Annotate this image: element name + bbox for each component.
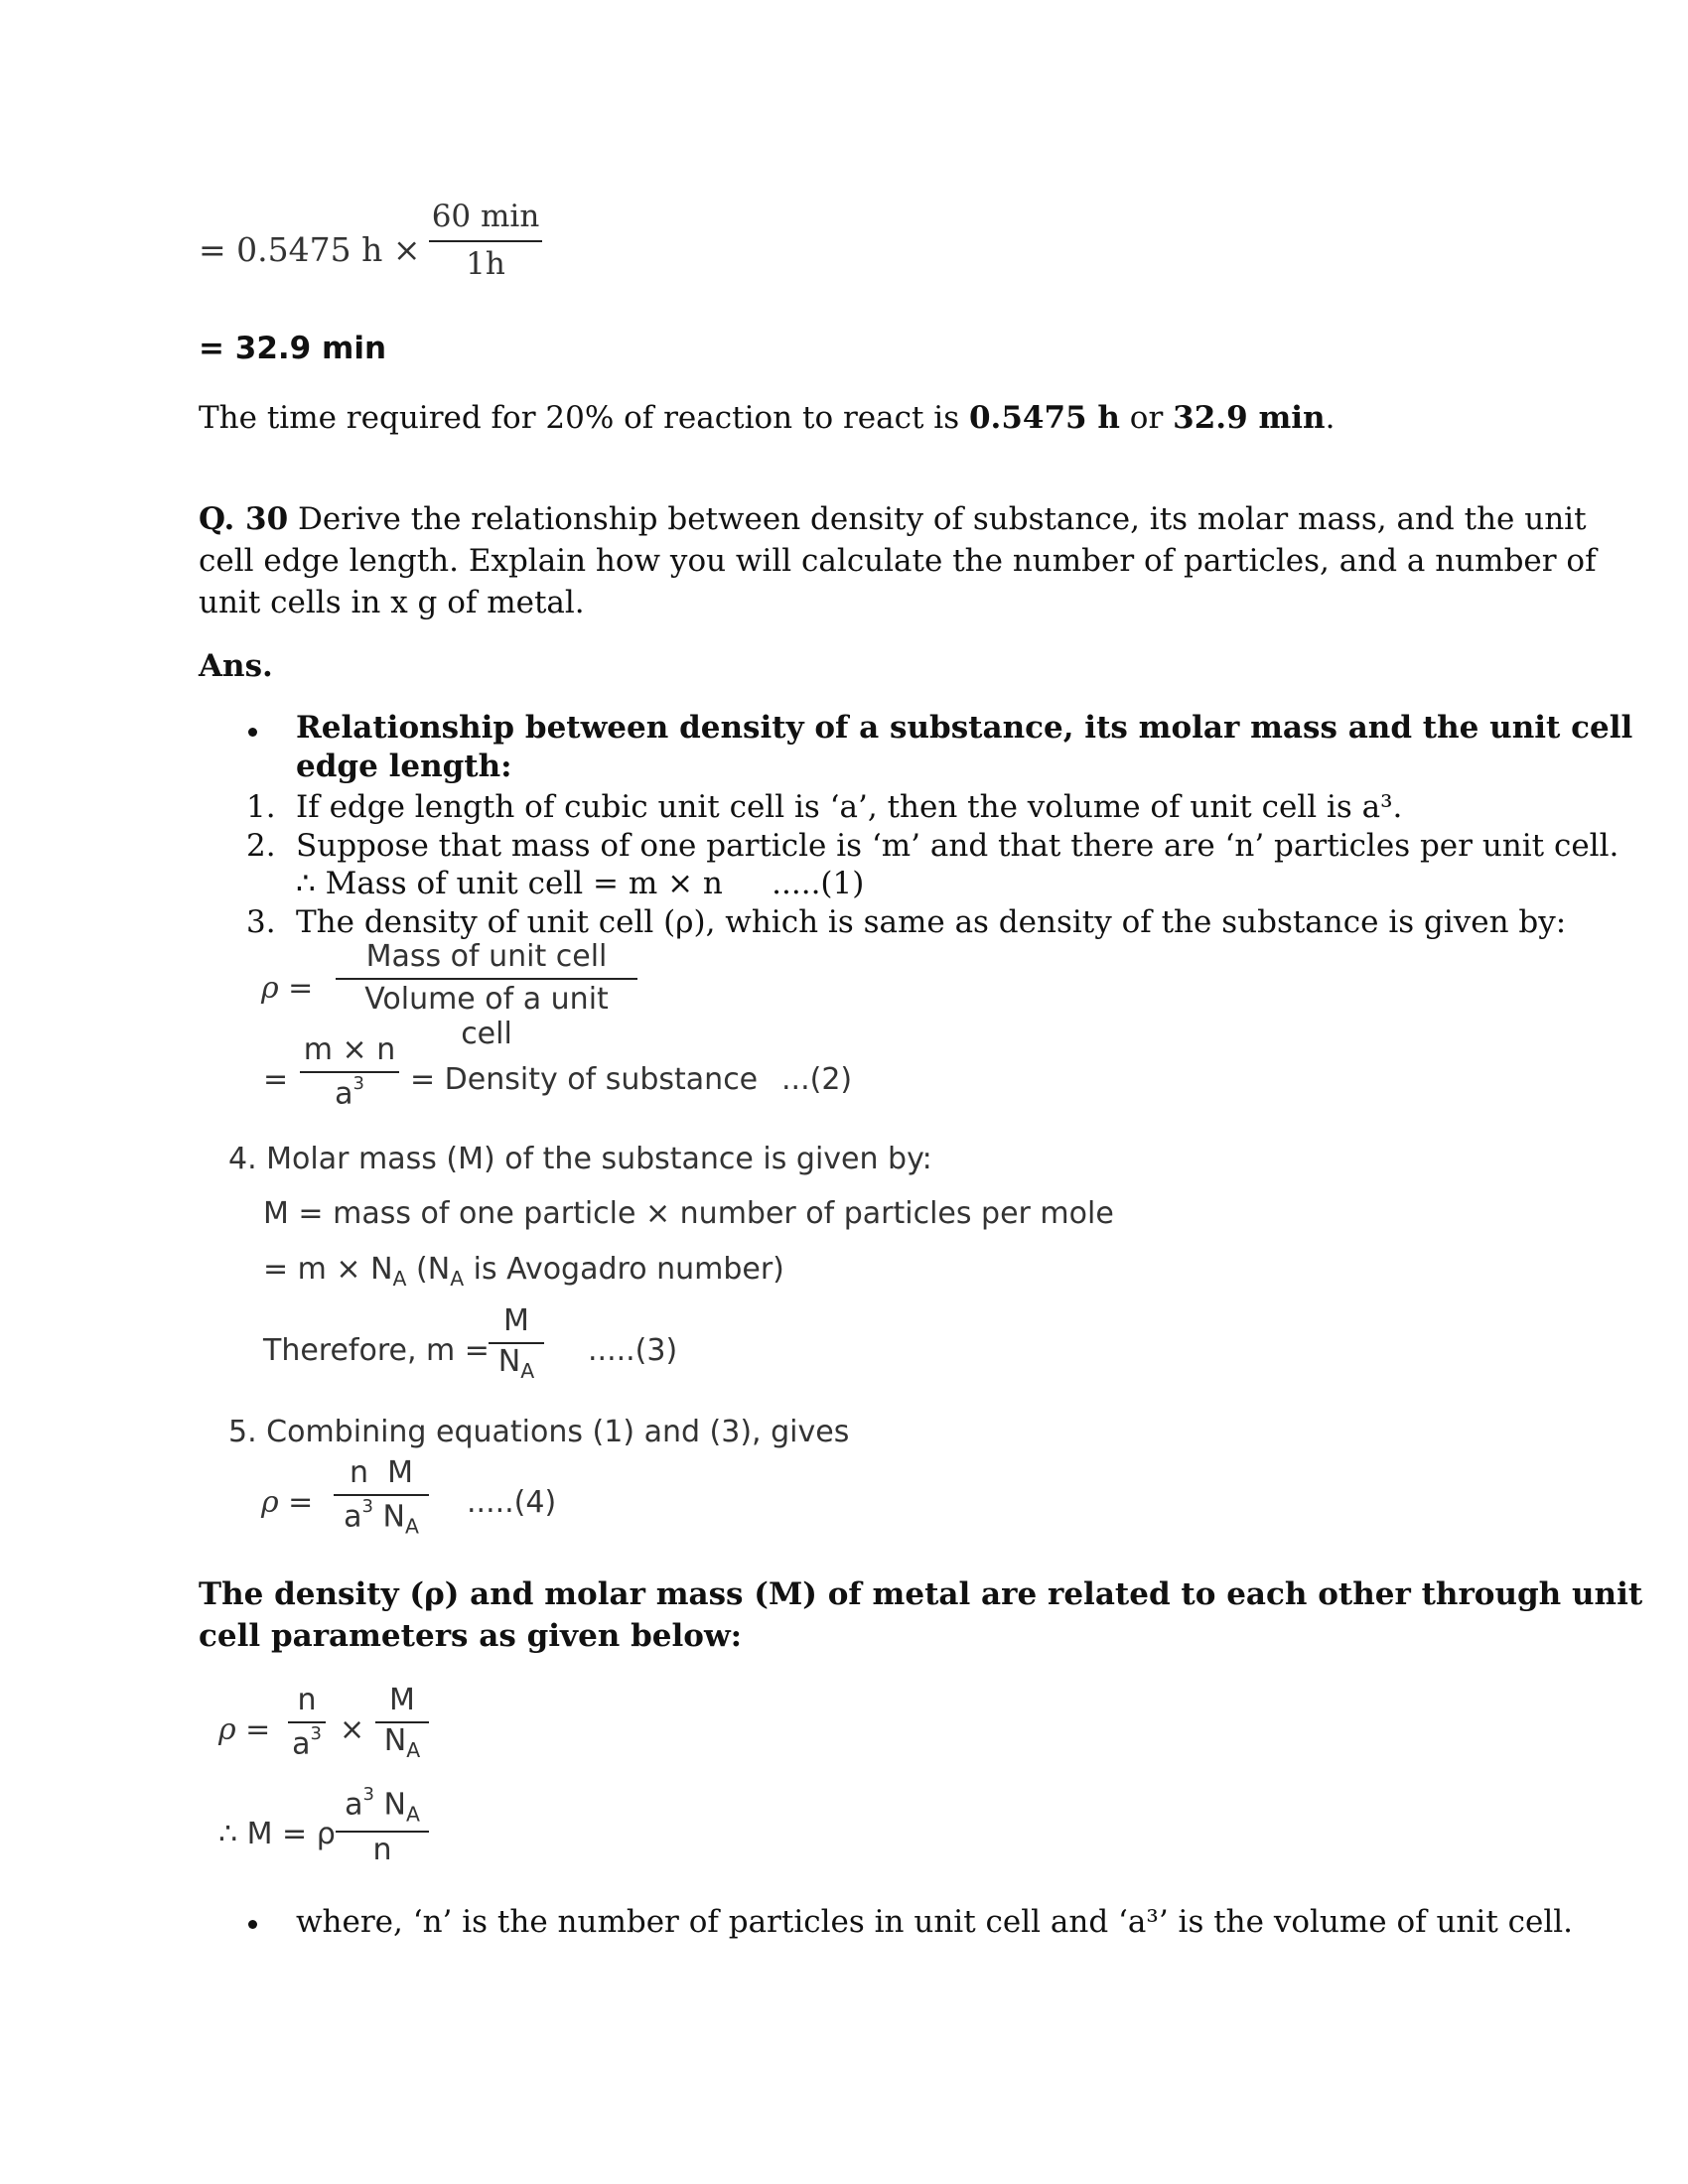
bullet-heading: Relationship between density of a substance, its molar mass and the unit cell edge length: <box>296 710 1633 784</box>
step-5-rho: ρ = <box>261 1485 314 1520</box>
question-line-1: Q. 30 Derive the relationship between density of substance, its molar mass, and the unit <box>199 501 1587 537</box>
step-1-text: If edge length of cubic unit cell is ‘a’, then the volume of unit cell is a³. <box>296 789 1403 825</box>
eq2-rhs: = Density of substance <box>410 1062 759 1097</box>
step-3: 3. <box>246 904 276 940</box>
step-5-line1: 5. Combining equations (1) and (3), gives <box>228 1415 850 1449</box>
step-4-therefore: Therefore, m = <box>263 1333 490 1368</box>
calc-sentence: The time required for 20% of reaction to react is 0.5475 h or 32.9 min. <box>199 400 1336 436</box>
calc-result: = 32.9 min <box>199 331 387 366</box>
final-rho: ρ = <box>218 1712 271 1747</box>
step-3-text: The density of unit cell (ρ), which is same as density of the substance is given by: <box>296 904 1567 940</box>
calc-fraction <box>429 199 542 282</box>
question-block <box>199 498 1597 623</box>
step-4-line2: M = mass of one particle × number of particles per mole <box>263 1196 1114 1231</box>
question-line-2: cell edge length. Explain how you will calculate the number of particles, and a number of <box>199 543 1597 579</box>
calc-frac-den: 1h <box>466 246 505 282</box>
calc-eq-prefix: = 0.5475 h × <box>199 230 421 269</box>
calc-frac-num: 60 min <box>431 199 540 234</box>
final-frac-2: $a^3$ $N_A$ n <box>336 1784 429 1867</box>
step-4-tag: .....(3) <box>588 1333 678 1368</box>
step-1: 1. <box>246 789 276 825</box>
question-line-3: unit cells in x g of metal. <box>199 585 585 620</box>
final-times: × <box>340 1712 365 1747</box>
step-4-fraction: M $N_A$ <box>489 1303 544 1383</box>
question-label: Q. 30 <box>199 501 289 537</box>
last-bullet-text: where, ‘n’ is the number of particles in unit cell and ‘a³’ is the volume of unit cell. <box>296 1904 1574 1940</box>
step-2-text: Suppose that mass of one particle is ‘m’ and that there are ‘n’ particles per unit cell. <box>296 828 1619 864</box>
eq2-rho: ρ = <box>261 971 314 1006</box>
eq2-tag: ...(2) <box>781 1062 853 1097</box>
relation-paragraph: The density (ρ) and molar mass (M) of metal are related to each other through unit cell parameters as given below: <box>199 1576 1643 1654</box>
step-4-line3: = $m \times N_A$ ($N_A$ is Avogadro number) <box>263 1252 784 1292</box>
final-frac-n: n $a^3$ <box>288 1683 326 1761</box>
bullet-dot <box>248 728 257 737</box>
last-bullet-dot <box>248 1920 257 1929</box>
eq2-frac-2: m × n $a^3$ <box>300 1032 399 1111</box>
eq2-eq-sign: = <box>263 1062 289 1097</box>
step-5-tag: .....(4) <box>467 1485 557 1520</box>
step-2-text2: ∴ Mass of unit cell = m × n .....(1) <box>296 866 865 901</box>
step-4-line1: 4. Molar mass (M) of the substance is given by: <box>228 1142 932 1176</box>
final-frac-m: M $N_A$ <box>375 1683 429 1762</box>
eq2-frac-1: Mass of unit cell Volume of a unit cell <box>336 939 637 1051</box>
step-2: 2. <box>246 828 276 864</box>
final-therefore: ∴ M = ρ <box>218 1817 336 1851</box>
answer-label: Ans. <box>199 648 273 684</box>
step-5-fraction: n M $a^3$ $N_A$ <box>334 1455 429 1539</box>
